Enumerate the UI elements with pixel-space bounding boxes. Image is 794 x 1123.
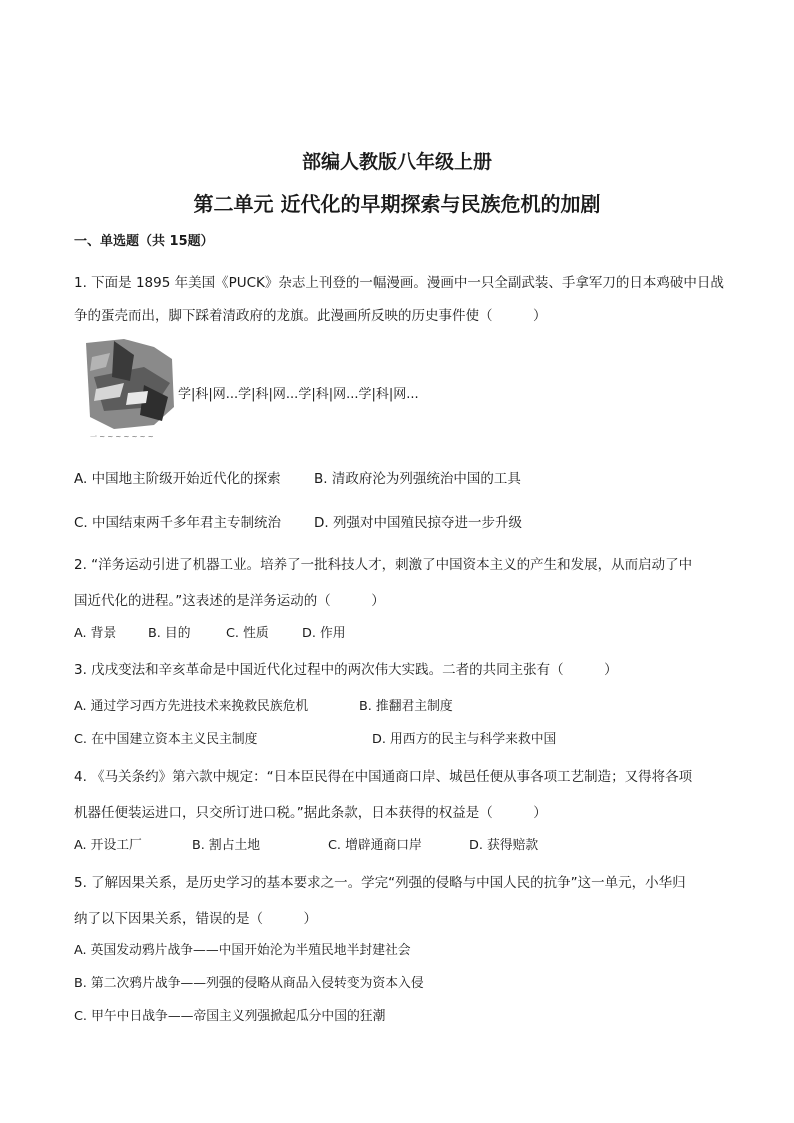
q1-stem-line1: 1. 下面是 1895 年美国《PUCK》杂志上刊登的一幅漫画。漫画中一只全副武装、手拿军刀的日本鸡破中日战 <box>74 275 724 291</box>
q5-option-c[interactable]: C. 甲午中日战争——帝国主义列强掀起瓜分中国的狂潮 <box>74 1009 386 1024</box>
q4-option-b[interactable]: B. 割占土地 <box>192 838 261 853</box>
q4-stem-line2: 机器任便装运进口，只交所订进口税。”据此条款，日本获得的权益是（ ） <box>74 805 547 821</box>
q4-option-d[interactable]: D. 获得赔款 <box>469 838 539 853</box>
q3-stem-line1: 3. 戊戌变法和辛亥革命是中国近代化过程中的两次伟大实践。二者的共同主张有（ ） <box>74 662 618 678</box>
q1-stem-line2: 争的蛋壳而出，脚下踩着清政府的龙旗。此漫画所反映的历史事件使（ ） <box>74 308 547 324</box>
q1-option-a[interactable]: A. 中国地主阶级开始近代化的探索 <box>74 471 281 487</box>
q1-option-b[interactable]: B. 清政府沦为列强统治中国的工具 <box>314 471 521 487</box>
q1-option-d[interactable]: D. 列强对中国殖民掠夺进一步升级 <box>314 515 522 531</box>
q3-option-c[interactable]: C. 在中国建立资本主义民主制度 <box>74 732 258 747</box>
watermark-text: 学|科|网...学|科|网...学|科|网...学|科|网... <box>178 387 419 402</box>
q5-option-b[interactable]: B. 第二次鸦片战争——列强的侵略从商品入侵转变为资本入侵 <box>74 976 424 991</box>
section-heading: 一、单选题（共 15题） <box>74 234 214 249</box>
q3-option-d[interactable]: D. 用西方的民主与科学来救中国 <box>372 732 557 747</box>
q4-stem-line1: 4. 《马关条约》第六款中规定：“日本臣民得在中国通商口岸、城邑任便从事各项工艺制造；又得将各项 <box>74 769 693 785</box>
q2-option-d[interactable]: D. 作用 <box>302 626 346 641</box>
document-subtitle: 第二单元 近代化的早期探索与民族危机的加剧 <box>193 192 601 216</box>
q2-stem-line1: 2. “洋务运动引进了机器工业。培养了一批科技人才，刺激了中国资本主义的产生和发展，从而启动了中 <box>74 557 693 573</box>
q2-option-c[interactable]: C. 性质 <box>226 626 269 641</box>
cartoon-image <box>84 337 176 445</box>
q2-option-a[interactable]: A. 背景 <box>74 626 117 641</box>
q5-stem-line2: 纳了以下因果关系，错误的是（ ） <box>74 911 317 927</box>
q3-option-b[interactable]: B. 推翻君主制度 <box>359 699 453 714</box>
q2-option-b[interactable]: B. 目的 <box>148 626 191 641</box>
q4-option-a[interactable]: A. 开设工厂 <box>74 838 142 853</box>
q5-option-a[interactable]: A. 英国发动鸦片战争——中国开始沦为半殖民地半封建社会 <box>74 943 411 958</box>
q1-option-c[interactable]: C. 中国结束两千多年君主专制统治 <box>74 515 282 531</box>
q5-stem-line1: 5. 了解因果关系，是历史学习的基本要求之一。学完“列强的侵略与中国人民的抗争”这一单元，小华归 <box>74 875 686 891</box>
document-title: 部编人教版八年级上册 <box>301 151 492 173</box>
q2-stem-line2: 国近代化的进程。”这表述的是洋务运动的（ ） <box>74 593 385 609</box>
svg-text:一 ~ ~ ~ ~ ~ ~ ~: 一 ~ ~ ~ ~ ~ ~ ~ <box>90 433 154 441</box>
q3-option-a[interactable]: A. 通过学习西方先进技术来挽救民族危机 <box>74 699 309 714</box>
q4-option-c[interactable]: C. 增辟通商口岸 <box>328 838 422 853</box>
